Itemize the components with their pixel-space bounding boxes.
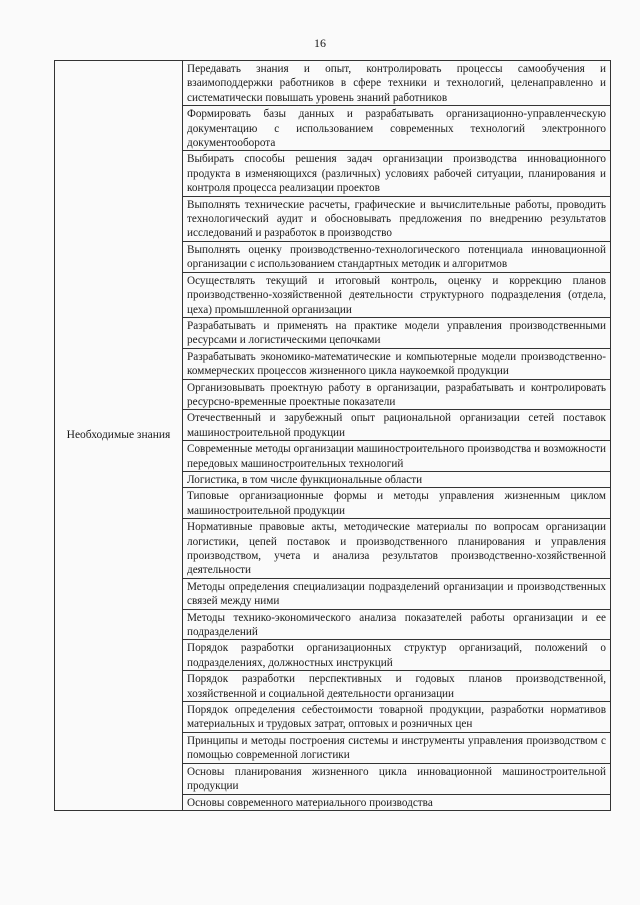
list-item: Формировать базы данных и разрабатывать организационно-управленческую документацию с использованием современных технологий электронного документооборота: [183, 106, 611, 151]
list-item: Выполнять технические расчеты, графические и вычислительные работы, проводить технологический аудит и обосновывать предложения по внедрению результатов исследований и разработок в производство: [183, 196, 611, 241]
list-item: Выбирать способы решения задач организации производства инновационного продукта в изменяющихся (различных) условиях рабочей ситуации, планирования и контроля процесса реализации проектов: [183, 151, 611, 196]
list-item: Методы технико-экономического анализа показателей работы организации и ее подразделений: [183, 609, 611, 640]
list-item: Принципы и методы построения системы и инструменты управления производством с помощью современной логистики: [183, 732, 611, 763]
list-item: Основы планирования жизненного цикла инновационной машиностроительной продукции: [183, 763, 611, 794]
list-item: Типовые организационные формы и методы управления жизненным циклом машиностроительной продукции: [183, 488, 611, 519]
list-item: Разрабатывать экономико-математические и компьютерные модели производственно-коммерческих процессов жизненного цикла наукоемкой продукции: [183, 348, 611, 379]
list-item: Разрабатывать и применять на практике модели управления производственными ресурсами и логистическими цепочками: [183, 317, 611, 348]
list-item: Логистика, в том числе функциональные области: [183, 471, 611, 487]
list-item: Современные методы организации машиностроительного производства и возможности передовых машиностроительных технологий: [183, 441, 611, 472]
requirements-table: [54, 60, 611, 811]
page-number: 16: [314, 36, 326, 50]
list-item: Нормативные правовые акты, методические материалы по вопросам организации логистики, цепей поставок и производственного планирования и управления производством, учета и анализа результатов производственно-хозяйственной деятельности: [183, 519, 611, 579]
table-row: [55, 61, 611, 106]
list-item: Выполнять оценку производственно-технологического потенциала инновационной организации с использованием стандартных методик и алгоритмов: [183, 241, 611, 272]
list-item: Основы современного материального производства: [183, 794, 611, 810]
section-label: Необходимые знания: [55, 61, 183, 811]
list-item: Порядок разработки перспективных и годовых планов производственной, хозяйственной и социальной деятельности организации: [183, 671, 611, 702]
list-item: Передавать знания и опыт, контролировать процессы самообучения и взаимоподдержки работников в сфере техники и технологий, целенаправленно и систематически повышать уровень знаний работников: [183, 61, 611, 106]
list-item: Организовывать проектную работу в организации, разрабатывать и контролировать ресурсно-временные проектные показатели: [183, 379, 611, 410]
list-item: Методы определения специализации подразделений организации и производственных связей между ними: [183, 578, 611, 609]
list-item: Отечественный и зарубежный опыт рациональной организации сетей поставок машиностроительной продукции: [183, 410, 611, 441]
list-item: Осуществлять текущий и итоговый контроль, оценку и коррекцию планов производственно-хозяйственной деятельности структурного подразделения (отдела, цеха) промышленной организации: [183, 272, 611, 317]
list-item: Порядок разработки организационных структур организаций, положений о подразделениях, должностных инструкций: [183, 640, 611, 671]
list-item: Порядок определения себестоимости товарной продукции, разработки нормативов материальных и трудовых затрат, оптовых и розничных цен: [183, 702, 611, 733]
